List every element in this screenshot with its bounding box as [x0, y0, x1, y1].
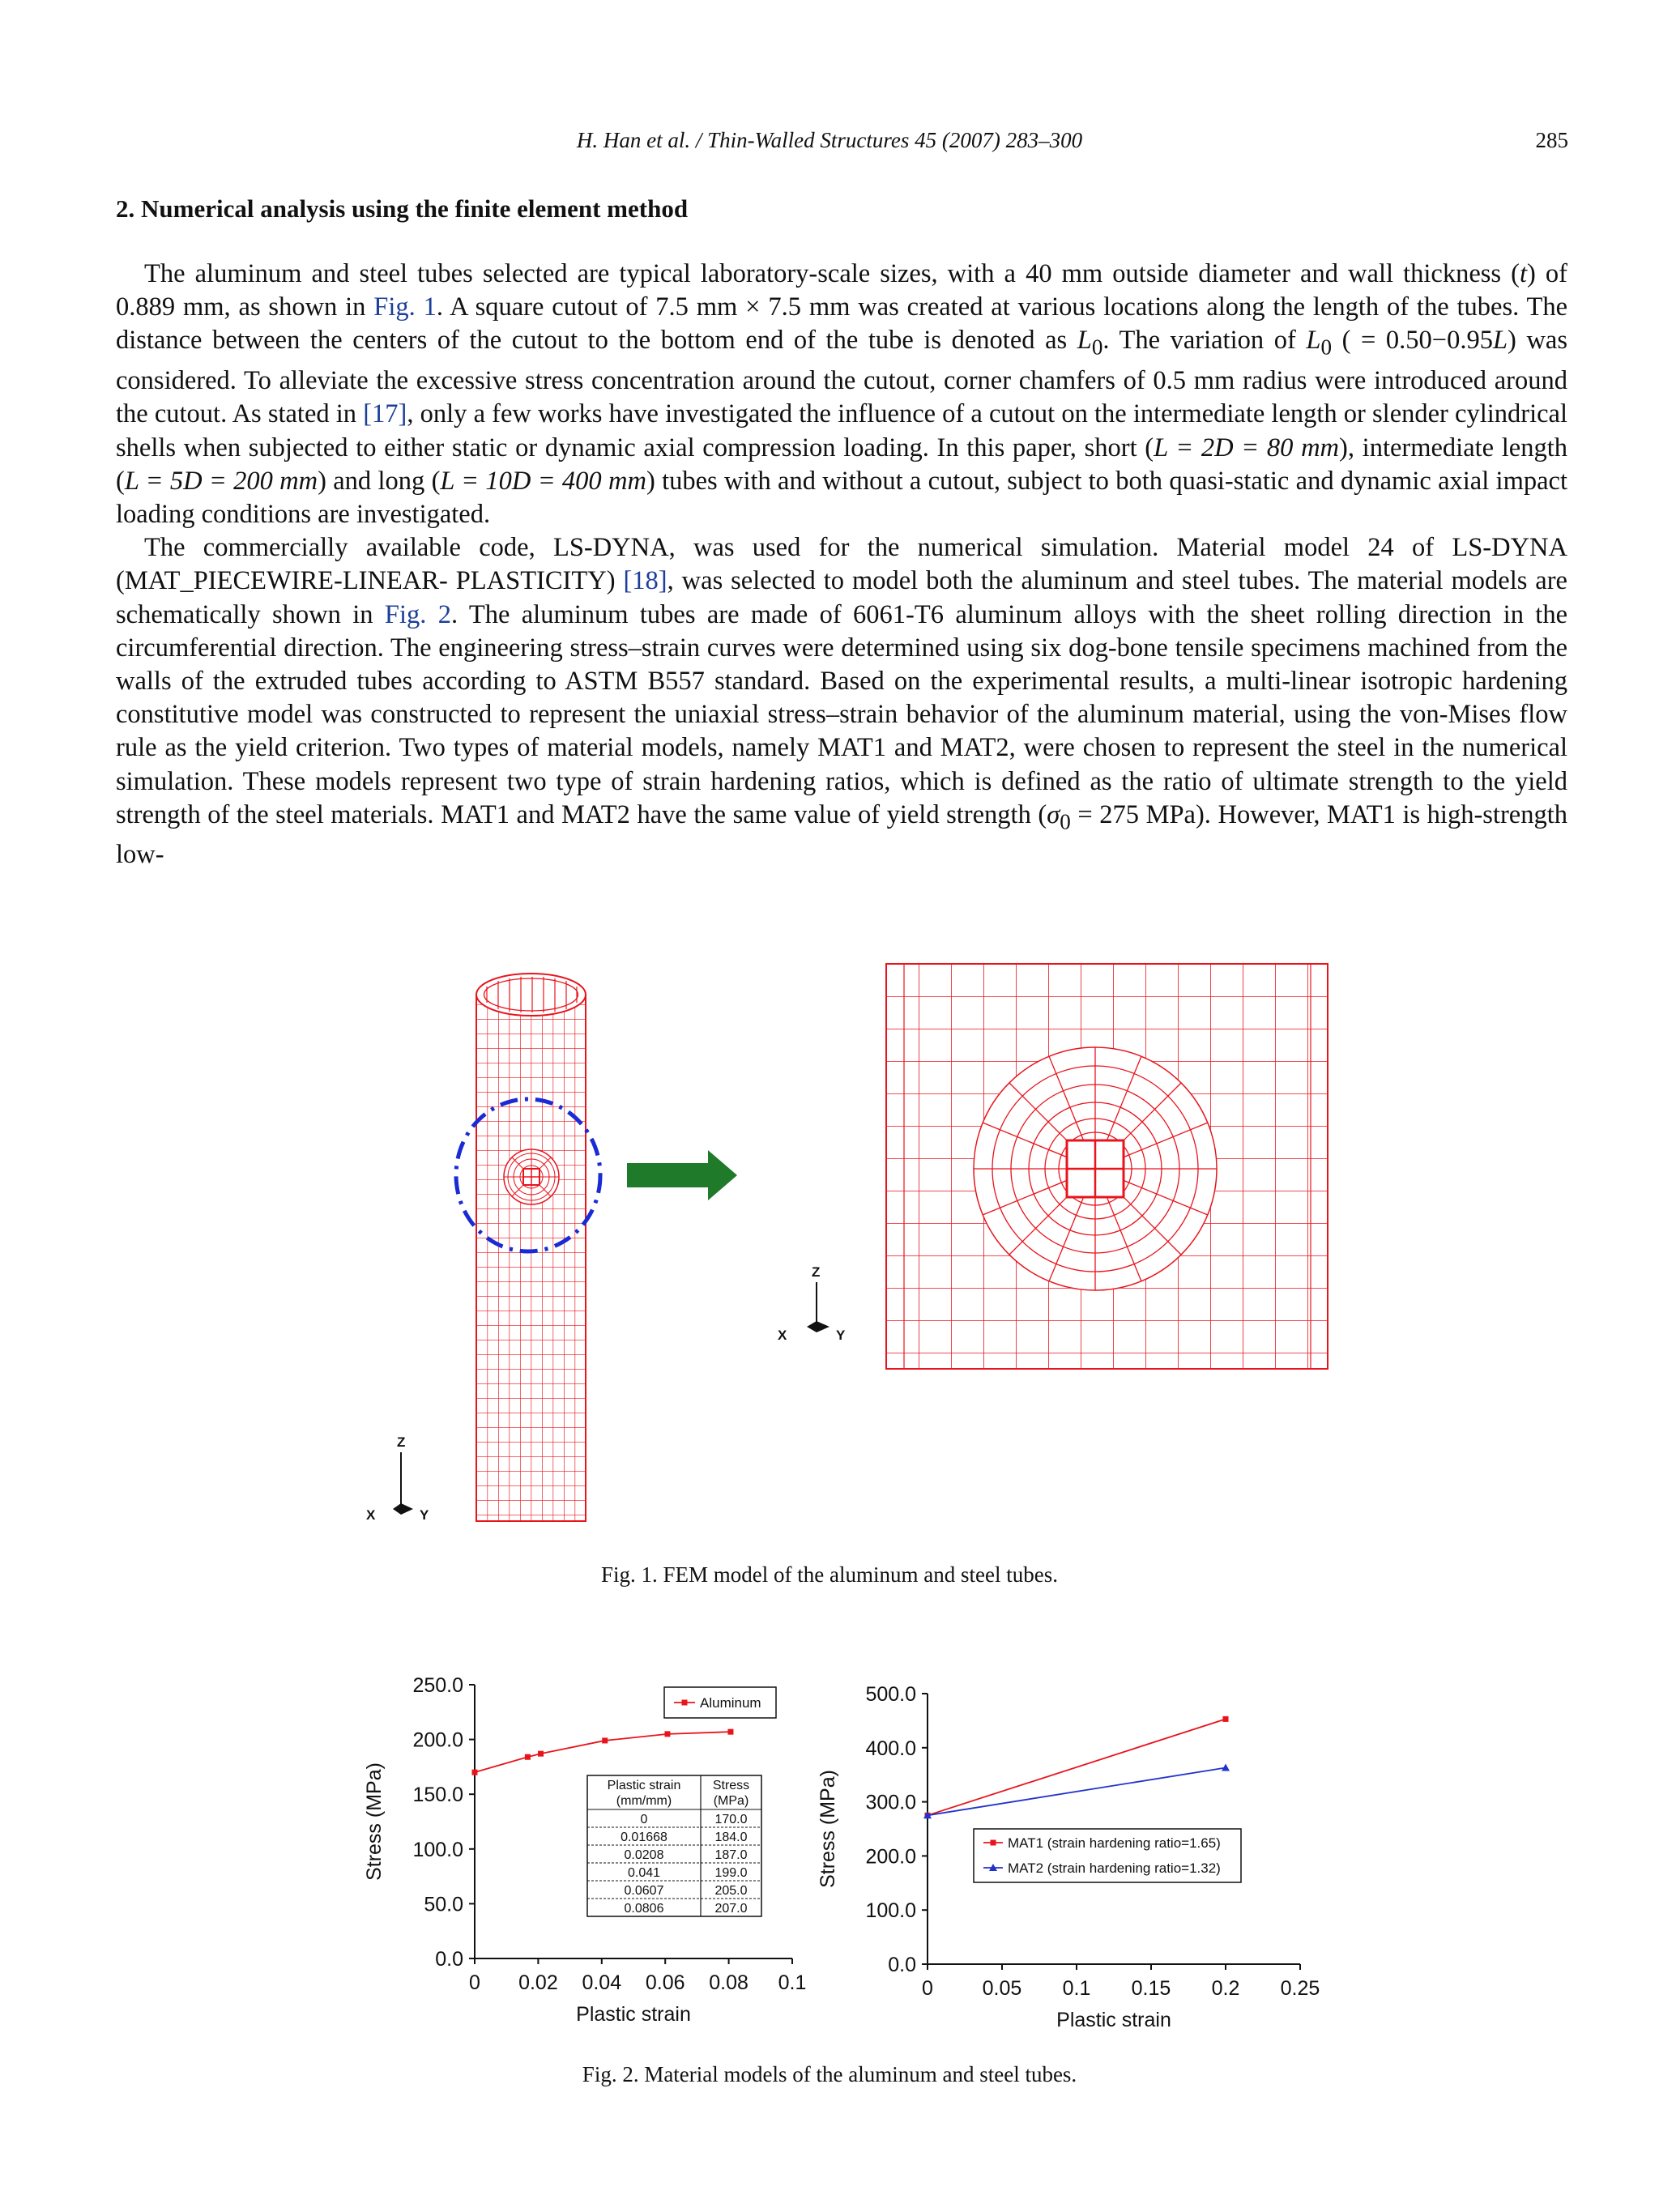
y-tick-label: 250.0 — [412, 1674, 463, 1697]
y-tick-label: 0.0 — [888, 1954, 916, 1976]
x-axis-label: Plastic strain — [1056, 2009, 1171, 2031]
ref-17-link[interactable]: [17] — [363, 399, 407, 429]
y-tick-label: 0.0 — [435, 1948, 463, 1971]
y-tick-label: 50.0 — [424, 1893, 463, 1916]
data-point — [538, 1751, 544, 1757]
axis-z-label: Z — [397, 1434, 406, 1450]
y-axis-label: Stress (MPa) — [363, 1762, 386, 1881]
x-tick-label: 0.04 — [582, 1971, 622, 1994]
table-header: (MPa) — [713, 1794, 749, 1808]
data-point — [664, 1731, 670, 1737]
table-cell: 0.01668 — [621, 1831, 667, 1844]
running-title: H. Han et al. / Thin-Walled Structures 45 (2007) 283–300 — [576, 128, 1083, 152]
figure-1-caption: Fig. 1. FEM model of the aluminum and steel tubes. — [601, 1562, 1058, 1587]
table-cell: 199.0 — [714, 1866, 748, 1880]
x-tick-label: 0.02 — [518, 1971, 558, 1994]
legend-label: MAT2 (strain hardening ratio=1.32) — [1008, 1860, 1221, 1876]
fig2-link[interactable]: Fig. 2 — [384, 599, 451, 629]
figure-2-caption: Fig. 2. Material models of the aluminum and steel tubes. — [582, 2062, 1077, 2086]
table-cell: 0 — [640, 1813, 648, 1826]
axis-x-label: X — [366, 1507, 376, 1523]
axis-z-label: Z — [812, 1264, 821, 1280]
y-tick-label: 300.0 — [865, 1791, 916, 1814]
running-header — [0, 128, 1659, 160]
y-tick-label: 200.0 — [412, 1728, 463, 1752]
x-tick-label: 0 — [469, 1971, 480, 1994]
x-tick-label: 0.1 — [778, 1971, 807, 1994]
x-axis-label: Plastic strain — [576, 2003, 691, 2026]
y-tick-label: 400.0 — [865, 1737, 916, 1760]
x-tick-label: 0.25 — [1280, 1977, 1320, 2000]
steel-stress-strain-chart — [810, 1660, 1320, 2041]
data-point — [525, 1754, 531, 1760]
x-tick-label: 0.08 — [709, 1971, 748, 1994]
axis-triad-right — [778, 1264, 846, 1343]
x-tick-label: 0.06 — [645, 1971, 685, 1994]
y-tick-label: 100.0 — [865, 1899, 916, 1923]
arrow-icon — [627, 1150, 737, 1200]
x-tick-label: 0.15 — [1131, 1977, 1171, 2000]
fig1-link[interactable]: Fig. 1 — [373, 292, 437, 322]
data-point — [727, 1729, 733, 1735]
table-cell: 0.041 — [627, 1866, 661, 1880]
axis-y-label: Y — [420, 1507, 429, 1523]
fem-model-figure — [348, 946, 1328, 1562]
table-cell: 184.0 — [714, 1831, 748, 1844]
x-tick-label: 0.1 — [1062, 1977, 1091, 2000]
table-cell: 205.0 — [714, 1884, 748, 1898]
table-cell: 170.0 — [714, 1813, 748, 1826]
table-header: Stress — [712, 1779, 750, 1792]
ref-18-link[interactable]: [18] — [623, 566, 667, 596]
aluminum-stress-strain-chart — [356, 1660, 818, 2041]
zoomed-cutout-mesh — [886, 964, 1328, 1369]
x-tick-label: 0 — [922, 1977, 933, 2000]
axis-y-label: Y — [836, 1328, 846, 1343]
legend-label: MAT1 (strain hardening ratio=1.65) — [1008, 1835, 1221, 1851]
legend-marker — [682, 1700, 688, 1706]
axis-x-label: X — [778, 1328, 787, 1343]
legend-marker — [991, 1840, 996, 1846]
data-point — [472, 1770, 478, 1775]
tube-mesh — [476, 974, 586, 1521]
y-tick-label: 500.0 — [865, 1683, 916, 1706]
series-line — [928, 1768, 1226, 1816]
paragraph-1: The aluminum and steel tubes selected are typical laboratory-scale sizes, with a 40 mm outside diameter and wall thickness (t) of 0.889 mm, as shown in Fig. 1. A square cutout of 7.5 mm × 7.5 mm was created at various locations along the length of the tubes. The distance between the centers of the cutout to the bottom end of the tube is denoted as $L_0$. The variation of $L_0$ ( = 0.50−0.95L) was considered. To alleviate the excessive stress concentration around the cutout, corner chamfers of 0.5 mm radius were introduced around the cutout. As stated in [17], only a few works have investigated the influence of a cutout on the intermediate length or slender cylindrical shells when subjected to either static or dynamic axial compression loading. In this paper, short (L = 2D = 80 mm), intermediate length (L = 5D = 200 mm) and long (L = 10D = 400 mm) tubes with and without a cutout, subject to both quasi-static and dynamic axial impact loading conditions are investigated. — [116, 259, 1568, 529]
table-cell: 0.0607 — [624, 1884, 664, 1898]
y-tick-label: 100.0 — [412, 1838, 463, 1861]
y-tick-label: 200.0 — [865, 1845, 916, 1869]
axis-triad-left — [366, 1434, 429, 1523]
table-cell: 207.0 — [714, 1902, 748, 1916]
data-point — [602, 1737, 608, 1743]
table-cell: 0.0208 — [624, 1848, 664, 1862]
x-tick-label: 0.05 — [982, 1977, 1022, 2000]
paragraph-2: The commercially available code, LS-DYNA, was used for the numerical simulation. Material model 24 of LS-DYNA (MAT_PIECEWIRE-LINEAR- PLASTICITY) [18], was selected to model both the aluminum and steel tubes. The material models are schematically shown in Fig. 2. The aluminum tubes are made of 6061-T6 aluminum alloys with the sheet rolling direction in the circumferential direction. The engineering stress–strain curves were determined using six dog-bone tensile specimens machined from the walls of the extruded tubes according to ASTM B557 standard. Based on the experimental results, a multi-linear isotropic hardening constitutive model was constructed to represent the uniaxial stress–strain behavior of the aluminum material, using the von-Mises flow rule as the yield criterion. Two types of material models, namely MAT1 and MAT2, were chosen to represent the steel in the numerical simulation. These models represent two type of strain hardening ratios, which is defined as the ratio of ultimate strength to the yield strength of the steel materials. MAT1 and MAT2 have the same value of yield strength ($\sigma_0 = 275$ MPa). However, MAT1 is high-strength low- — [116, 533, 1568, 870]
series-line — [928, 1719, 1226, 1815]
body-text — [116, 258, 1567, 872]
y-tick-label: 150.0 — [412, 1784, 463, 1807]
page-number: 285 — [1535, 128, 1568, 152]
data-point — [1223, 1716, 1229, 1722]
legend-label: Aluminum — [700, 1695, 761, 1711]
table-header: (mm/mm) — [616, 1794, 672, 1808]
table-cell: 187.0 — [714, 1848, 748, 1862]
y-axis-label: Stress (MPa) — [817, 1770, 839, 1888]
section-title: 2. Numerical analysis using the finite element method — [116, 194, 689, 223]
data-point — [1222, 1764, 1230, 1771]
x-tick-label: 0.2 — [1211, 1977, 1240, 2000]
table-header: Plastic strain — [607, 1779, 681, 1792]
table-cell: 0.0806 — [624, 1902, 664, 1916]
